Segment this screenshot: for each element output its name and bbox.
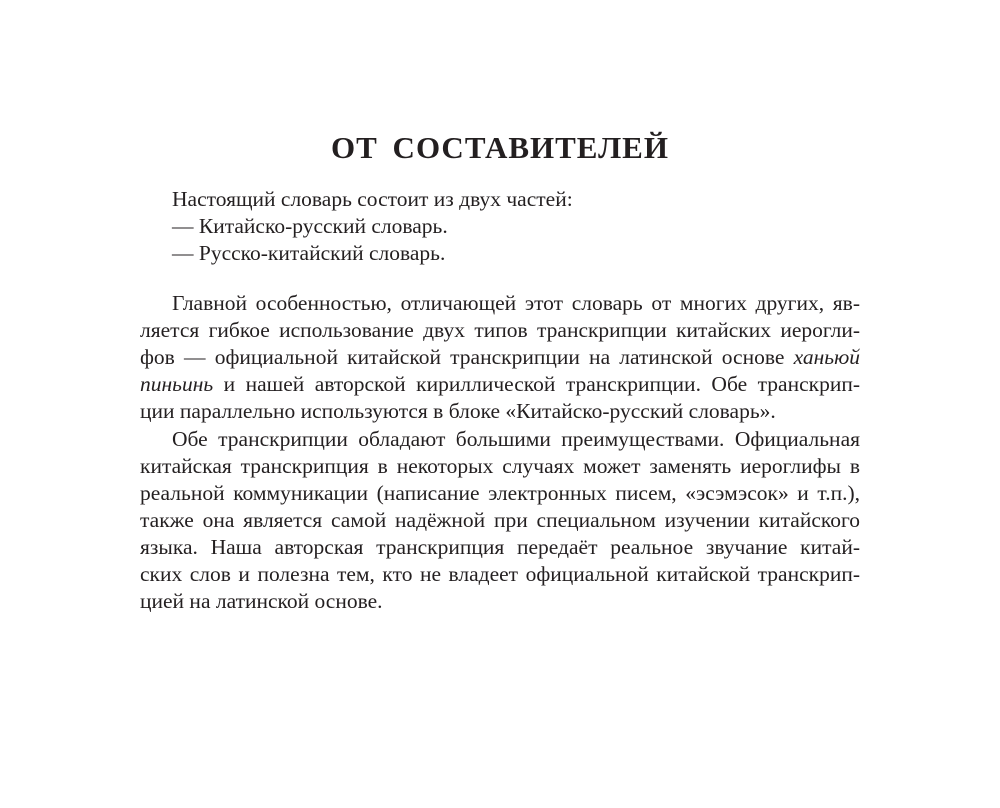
paragraph-line: Обе транскрипции обладают большими преимуществами. Официальная [172,427,860,451]
italic-term: пиньинь [140,372,214,396]
italic-term: ханьюй [793,345,860,369]
text-span: и нашей авторской кириллической транскрипции. Обе транскрип- [213,372,860,396]
paragraph-line: Главной особенностью, отличающей этот словарь от многих других, яв- [172,291,860,315]
intro-list-item: — Русско-китайский словарь. [172,241,446,265]
intro-list-item: — Китайско-русский словарь. [172,214,448,238]
page-title: ОТ СОСТАВИТЕЛЕЙ [331,130,669,165]
intro-line: Настоящий словарь состоит из двух частей: [172,187,573,211]
paragraph-line: ции параллельно используются в блоке «Китайско-русский словарь». [140,399,776,423]
paragraph-line: цией на латинской основе. [140,589,383,613]
paragraph-line [140,371,860,398]
paragraph-line: ских слов и полезна тем, кто не владеет официальной китайской транскрип- [140,562,860,586]
paragraph-line: также она является самой надёжной при специальном изучении китайского [140,508,860,532]
paragraph-line: ляется гибкое использование двух типов транскрипции китайских иерогли- [140,318,860,342]
text-span: фов — официальной китайской транскрипции на латинской основе [140,345,794,369]
paragraph-line [140,344,860,371]
paragraph-line: китайская транскрипция в некоторых случаях может заменять иероглифы в [140,454,860,478]
paragraph-line: реальной коммуникации (написание электронных писем, «эсэмэсок» и т.п.), [140,481,860,505]
paragraph-line: языка. Наша авторская транскрипция передаёт реальное звучание китай- [140,535,860,559]
